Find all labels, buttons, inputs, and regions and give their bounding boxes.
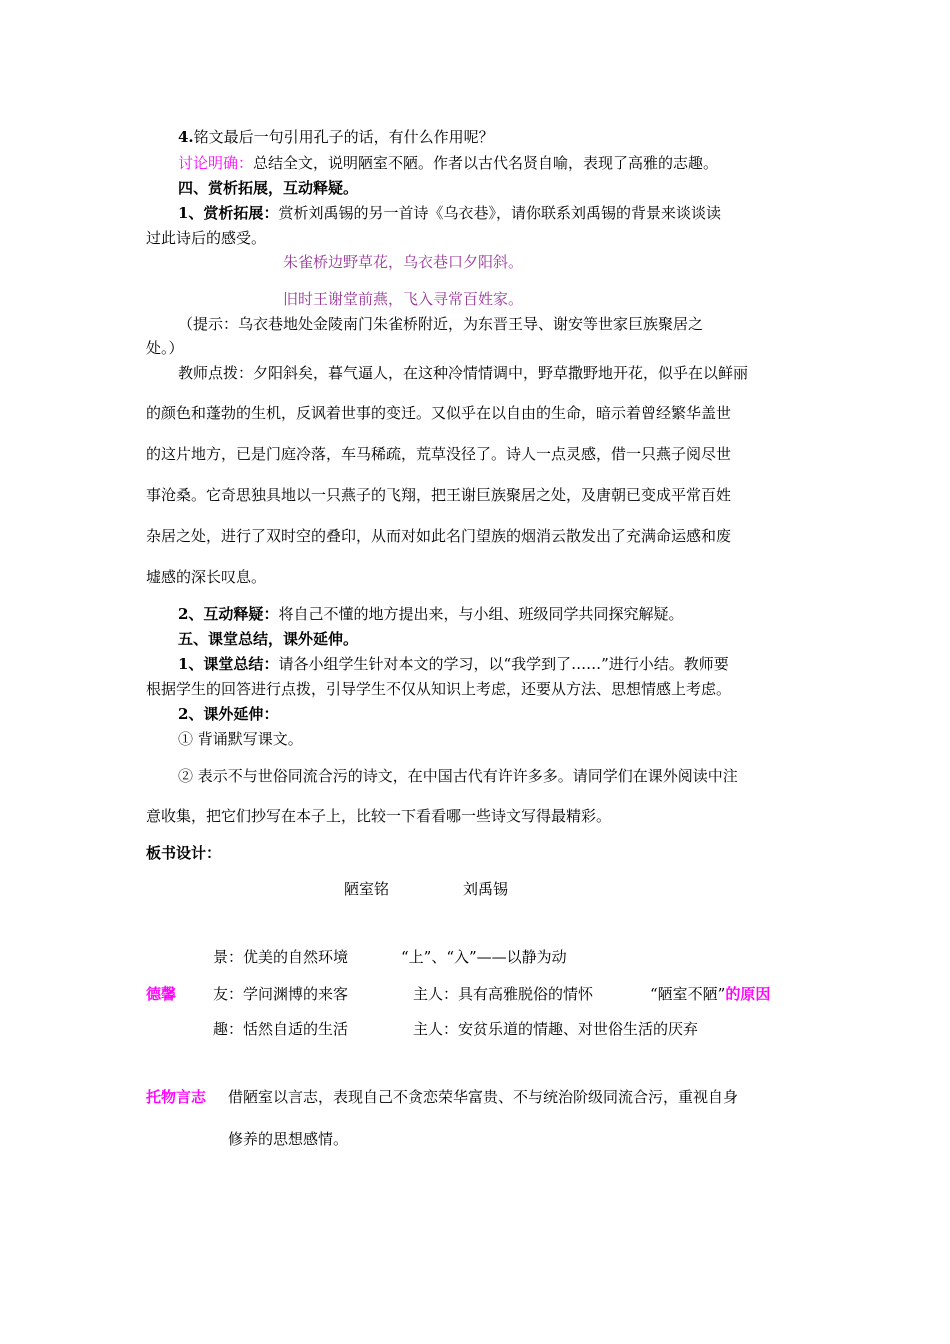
section5-sub2-line1: ② 表示不与世俗同流合污的诗文，在中国古代有许许多多。请同学们在课外阅读中注	[178, 767, 738, 785]
section4-item1-text: 赏析刘禹锡的另一首诗《乌衣巷》，请你联系刘禹锡的背景来谈谈读	[278, 204, 721, 222]
poem-line-1: 朱雀桥边野草花，乌衣巷口夕阳斜。	[283, 253, 524, 271]
section4-item1-cont: 过此诗后的感受。	[146, 229, 267, 247]
teacher-line: 教师点拨：夕阳斜矣，暮气逼人，在这种冷情情调中，野草撒野地开花，似乎在以鲜丽	[178, 364, 749, 382]
section5-item1-cont: 根据学生的回答进行点拨，引导学生不仅从知识上考虑，还要从方法、思想情感上考虑。	[146, 680, 732, 698]
hint-line-1: （提示：乌衣巷地处金陵南门朱雀桥附近，为东晋王导、谢安等世家巨族聚居之	[178, 315, 704, 333]
board-row2-quote: “陋室不陋”	[650, 985, 726, 1003]
section4-item2	[178, 604, 683, 624]
section5-item2-label: 2、课外延伸：	[178, 705, 279, 723]
hint-line-2: 处。）	[146, 339, 184, 357]
q4-answer: 总结全文，说明陋室不陋。作者以古代名贤自喻，表现了高雅的志趣。	[253, 154, 719, 172]
section5-heading: 五、课堂总结，课外延伸。	[178, 630, 359, 648]
teacher-line: 的颜色和蓬勃的生机，反讽着世事的变迁。又似乎在以自由的生命，暗示着曾经繁华盖世	[146, 404, 732, 422]
board-theme-line1: 借陋室以言志，表现自己不贪恋荣华富贵、不与统治阶级同流合污，重视自身	[228, 1088, 739, 1106]
teacher-line: 事沧桑。它奇思独具地以一只燕子的飞翔，把王谢巨族聚居之处，及唐朝已变成平常百姓	[146, 486, 732, 504]
section5-item1-label: 1、课堂总结：	[178, 655, 279, 673]
section5-sub1: ① 背诵默写课文。	[178, 730, 303, 748]
board-heading: 板书设计：	[146, 844, 222, 862]
section5-item1-text: 请各小组学生针对本文的学习，以“我学到了……”进行小结。教师要	[278, 655, 729, 673]
board-row2-friend: 友：学问渊博的来客	[213, 985, 349, 1003]
board-row1-scene: 景：优美的自然环境	[213, 948, 349, 966]
section5-sub2-line2: 意收集，把它们抄写在本子上，比较一下看看哪一些诗文写得最精彩。	[146, 807, 612, 825]
teacher-line: 杂居之处，进行了双时空的叠印，从而对如此名门望族的烟消云散发出了充满命运感和废	[146, 527, 732, 545]
section4-heading: 四、赏析拓展，互动释疑。	[178, 179, 359, 197]
q4-answer-label: 讨论明确：	[178, 154, 254, 172]
board-row1-note: “上”、“入”——以静为动	[401, 948, 567, 966]
teacher-line: 的这片地方，已是门庭冷落，车马稀疏，荒草没径了。诗人一点灵感，借一只燕子阅尽世	[146, 445, 732, 463]
board-side-label: 德馨	[146, 985, 177, 1003]
section5-item1	[178, 654, 729, 674]
board-row2-reason-label: 的原因	[725, 985, 771, 1003]
board-row3-host: 主人：安贫乐道的情趣、对世俗生活的厌弃	[413, 1020, 699, 1038]
board-theme-label: 托物言志	[146, 1088, 207, 1106]
board-author: 刘禹锡	[463, 880, 509, 898]
section4-item1	[178, 203, 721, 223]
q4-number: 4.	[178, 128, 194, 146]
q4-text: 铭文最后一句引用孔子的话，有什么作用呢？	[193, 128, 494, 146]
section4-item2-label: 2、互动释疑：	[178, 605, 279, 623]
board-row2-reason	[650, 984, 770, 1004]
poem-line-2: 旧时王谢堂前燕，飞入寻常百姓家。	[283, 290, 524, 308]
q4-question	[178, 127, 494, 147]
teacher-line: 墟感的深长叹息。	[146, 568, 267, 586]
board-theme-line2: 修养的思想感情。	[228, 1130, 349, 1148]
q4-answer-line	[178, 153, 718, 173]
section4-item1-label: 1、赏析拓展：	[178, 204, 279, 222]
section4-item2-text: 将自己不懂的地方提出来，与小组、班级同学共同探究解疑。	[278, 605, 684, 623]
board-title: 陋室铭	[344, 880, 390, 898]
board-row2-host: 主人：具有高雅脱俗的情怀	[413, 985, 594, 1003]
board-row3-interest: 趣：恬然自适的生活	[213, 1020, 349, 1038]
